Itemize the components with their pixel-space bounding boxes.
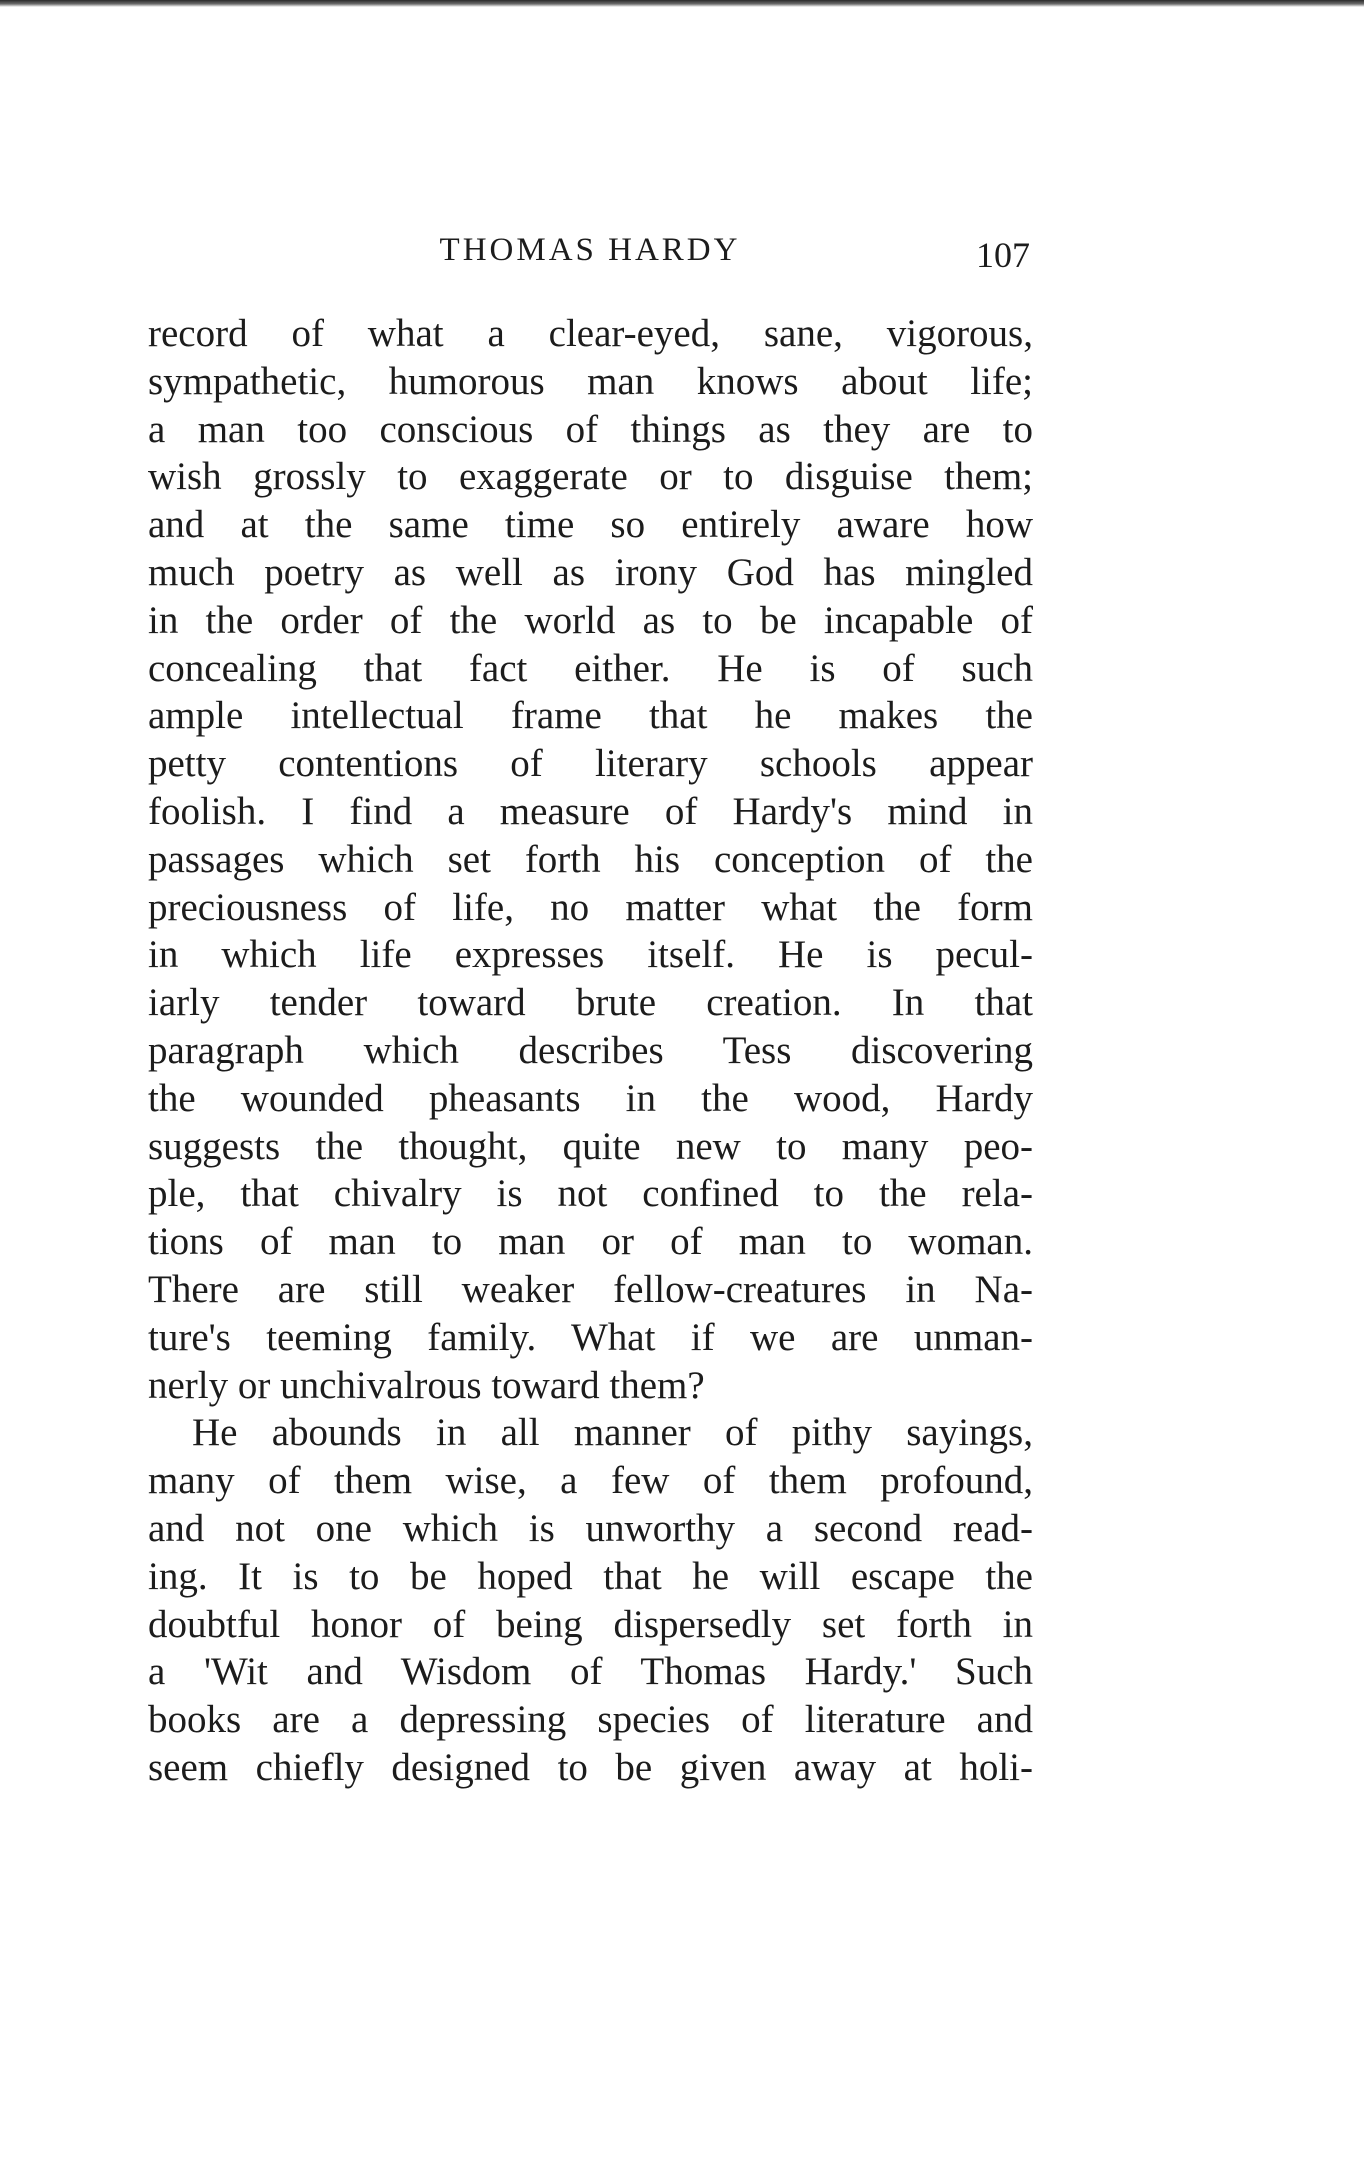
text-line: ample intellectual frame that he makes the [148, 694, 1033, 738]
page-header [150, 232, 1030, 282]
text-line: paragraph which describes Tess discovering [148, 1028, 1033, 1072]
text-line: There are still weaker fellow-creatures in Na- [148, 1267, 1033, 1311]
text-line: He abounds in all manner of pithy sayings, [192, 1411, 1033, 1455]
text-line: nerly or unchivalrous toward them? [148, 1363, 705, 1407]
page-number: 107 [976, 235, 1030, 275]
text-line: record of what a clear-eyed, sane, vigorous, [148, 312, 1033, 355]
text-line: a man too conscious of things as they are to [148, 407, 1033, 451]
text-line: ture's teeming family. What if we are unman- [148, 1315, 1033, 1359]
text-line: concealing that fact either. He is of such [148, 646, 1033, 690]
text-line: and not one which is unworthy a second read- [148, 1506, 1033, 1550]
text-line: doubtful honor of being dispersedly set forth in [148, 1602, 1033, 1646]
scan-top-edge [0, 0, 1364, 7]
text-line: petty contentions of literary schools appear [148, 742, 1033, 786]
text-line: and at the same time so entirely aware how [148, 503, 1033, 547]
body-text [148, 310, 1033, 1792]
text-line: many of them wise, a few of them profound, [148, 1459, 1033, 1503]
text-line: the wounded pheasants in the wood, Hardy [148, 1076, 1033, 1120]
text-line: seem chiefly designed to be given away at holi- [148, 1745, 1033, 1789]
text-line: tions of man to man or of man to woman. [148, 1220, 1033, 1264]
text-line: much poetry as well as irony God has mingled [148, 550, 1033, 594]
text-line: ing. It is to be hoped that he will escape the [148, 1554, 1033, 1598]
text-line: foolish. I find a measure of Hardy's mind in [148, 789, 1033, 833]
text-line: in the order of the world as to be incapable of [148, 598, 1033, 642]
paragraph-2 [148, 1409, 1033, 1791]
text-line: iarly tender toward brute creation. In that [148, 981, 1033, 1025]
text-line: books are a depressing species of literature and [148, 1698, 1033, 1742]
text-line: sympathetic, humorous man knows about life; [148, 359, 1033, 403]
text-line: a 'Wit and Wisdom of Thomas Hardy.' Such [148, 1650, 1033, 1694]
text-line: suggests the thought, quite new to many peo- [148, 1124, 1033, 1168]
text-line: in which life expresses itself. He is pecul- [148, 933, 1033, 977]
paragraph-1 [148, 310, 1033, 1409]
text-line: wish grossly to exaggerate or to disguise them; [148, 455, 1033, 499]
text-line: preciousness of life, no matter what the form [148, 885, 1033, 929]
text-line: ple, that chivalry is not confined to the rela- [148, 1172, 1033, 1216]
text-line: passages which set forth his conception of the [148, 837, 1033, 881]
running-title: THOMAS HARDY [439, 232, 741, 268]
